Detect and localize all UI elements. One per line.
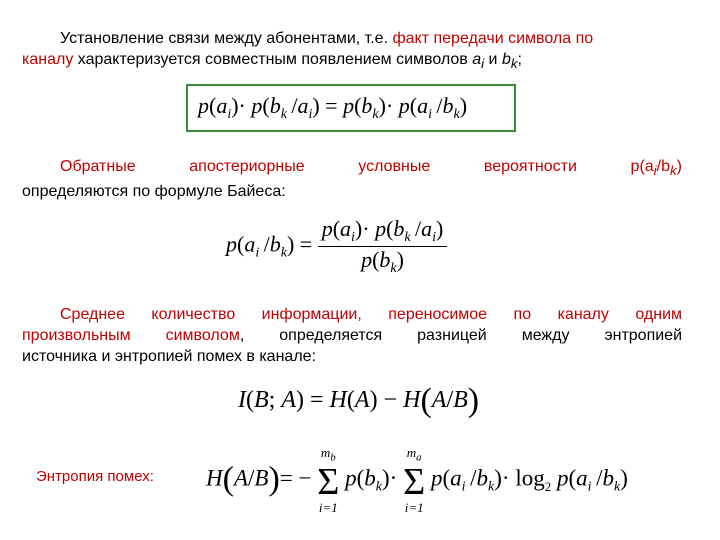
p1-red-word: каналу — [22, 51, 74, 68]
p2-word1: Обратные — [60, 158, 136, 175]
p1-text2: характеризуется совместным появлением символов — [73, 51, 473, 68]
formula-noise-entropy: H(A/B)= − $m_b$ Σ i=1 $p(b_k)\cdot$ $m_a$ Σ i=1 $p(a_i$ $/b_k)\cdot \log_2 p(a_i$ $/b_k$) — [206, 445, 628, 516]
formula-mutual-information: I(B; A) = H(A) − H(A/B) — [238, 382, 480, 419]
p3-red: произвольным символом — [22, 327, 240, 344]
p2-word4: вероятности — [483, 158, 577, 175]
paragraph-bayes — [22, 156, 682, 202]
p1-end: ; — [517, 51, 522, 68]
p3-line3: источника и энтропией помех в канале: — [22, 348, 316, 365]
p3-line1: Среднее количество информации, переносимое по каналу одним — [60, 306, 682, 323]
p1-and: и — [484, 51, 502, 68]
formula-bayes: $p(a_i$ $/b_k$) = $\frac{p(a_i)\cdot p(b_k /a_i)}{p(b_k)}$ — [226, 216, 447, 277]
p1-text: Установление связи между абонентами, т.е. — [60, 30, 393, 47]
sym-k: k — [510, 56, 518, 72]
p1-line2 — [22, 49, 682, 74]
sym-a: a — [472, 51, 482, 68]
p1-line1 — [22, 28, 682, 49]
paragraph-channel — [22, 28, 682, 74]
formula-joint-probability: $p(a_i)\cdot p(b_k$ $/a_i) = p(b_k)\cdot p(a_i$ $/b_k$) — [198, 93, 468, 122]
p2-line1 — [22, 156, 682, 181]
p2-word3: условные — [358, 158, 431, 175]
p2-formula: $p(a_i/b_k)$ — [630, 158, 682, 179]
p3-rest: , определяется разницей между энтропией — [239, 327, 682, 344]
p3-line2 — [22, 325, 682, 346]
paragraph-info — [22, 304, 682, 367]
p1-red-text: факт передачи символа по — [392, 30, 594, 47]
sym-i: i — [481, 56, 485, 72]
p2-word2: апостериорные — [189, 158, 305, 175]
sym-b: b — [501, 51, 511, 68]
p2-line2: определяются по формуле Байеса: — [22, 183, 286, 201]
noise-entropy-label: Энтропия помех: — [36, 468, 154, 485]
